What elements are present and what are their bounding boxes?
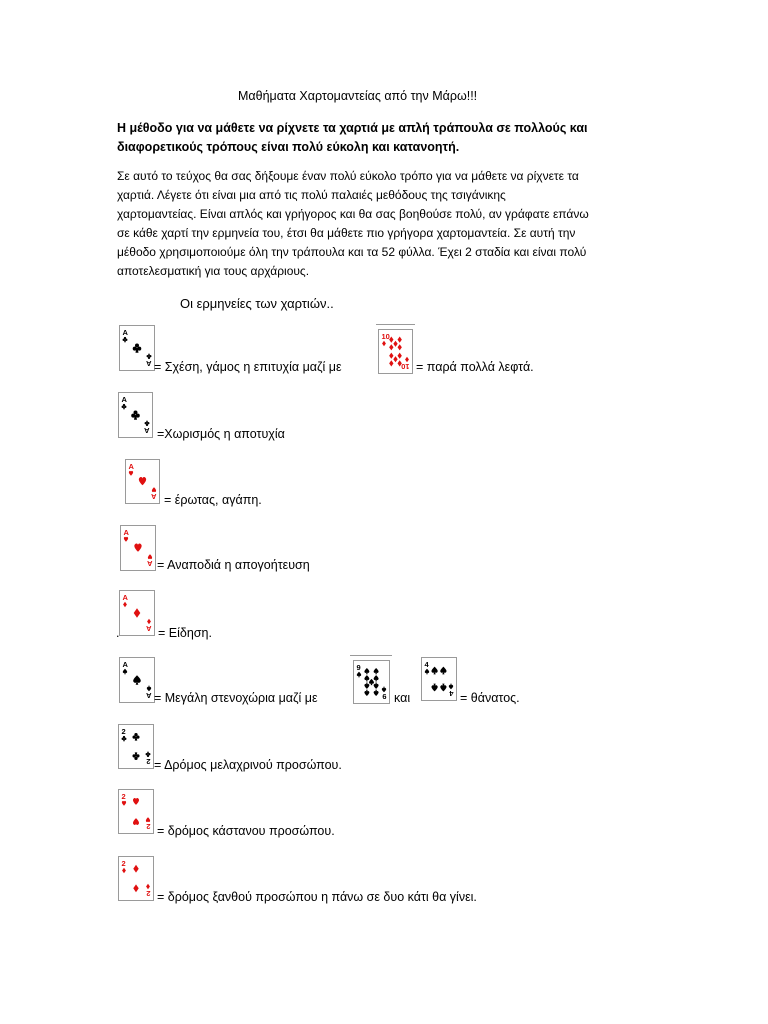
club-icon <box>147 354 152 359</box>
two-of-clubs-card <box>118 724 154 769</box>
card-rank-label: A <box>147 559 153 568</box>
club-pip-icon <box>132 733 139 741</box>
spade-icon <box>147 686 151 692</box>
diamond-pip-icon <box>393 341 397 347</box>
spade-pip-icon <box>374 690 379 696</box>
entry-text: = Μεγάλη στενοχώρια μαζί με <box>154 691 318 705</box>
card-top-rule <box>350 655 392 656</box>
card-rank-label: 10 <box>381 332 390 341</box>
spade-icon <box>449 684 453 690</box>
spade-pip-icon <box>364 668 369 674</box>
ace-of-clubs-card-face <box>120 326 154 370</box>
intro-line: αποτελεσματική για τους αρχάριους. <box>117 264 310 278</box>
entry-text: = Αναποδιά η απογοήτευση <box>157 558 310 572</box>
spade-icon <box>382 687 386 693</box>
heart-icon <box>152 487 156 492</box>
diamond-pip-icon <box>398 353 402 359</box>
two-of-diamonds-card-face <box>119 857 153 900</box>
heart-icon <box>122 801 126 806</box>
card-rank-label: 2 <box>146 889 151 898</box>
card-rank-label: A <box>146 624 152 633</box>
document-title: Μαθήματα Χαρτομαντείας από την Μάρω!!! <box>238 89 478 103</box>
two-of-clubs-card-face <box>119 725 153 768</box>
card-rank-label: 4 <box>449 689 454 698</box>
diamond-pip-icon <box>398 337 402 343</box>
heart-icon <box>146 817 150 822</box>
club-pip-icon <box>132 752 139 760</box>
spade-pip-icon <box>374 683 379 689</box>
ten-of-diamonds-card <box>378 329 413 374</box>
diamond-pip-icon <box>398 344 402 350</box>
diamond-icon <box>405 357 409 363</box>
card-rank-label: 9 <box>382 692 387 701</box>
card-rank-label: A <box>128 462 134 471</box>
heart-icon <box>124 537 128 542</box>
spade-icon <box>425 669 429 675</box>
club-pip-icon <box>133 344 142 353</box>
diamond-pip-icon <box>389 344 393 350</box>
card-rank-label: 2 <box>146 757 151 766</box>
ace-of-hearts-card <box>125 459 160 504</box>
intro-line: χαρτιά. Λέγετε ότι είναι μια από τις πολύ παλαιές μεθόδους της τσιγάνικης <box>117 188 506 202</box>
diamond-icon <box>147 619 151 625</box>
diamond-pip-icon <box>134 608 141 618</box>
card-rank-label: A <box>151 492 157 501</box>
entry-text: = δρόμος ξανθού προσώπου η πάνω σε δυο κάτι θα γίνει. <box>157 890 477 904</box>
heart-icon <box>129 471 133 476</box>
diamond-icon <box>382 341 386 347</box>
card-rank-label: 2 <box>121 792 126 801</box>
card-rank-label: A <box>146 359 152 368</box>
ace-of-clubs-reversed-card <box>118 392 153 438</box>
card-rank-label: A <box>121 395 127 404</box>
spade-pip-icon <box>374 668 379 674</box>
diamond-icon <box>122 868 126 874</box>
card-rank-label: A <box>122 328 128 337</box>
diamond-pip-icon <box>389 353 393 359</box>
ace-of-diamonds-card <box>119 590 155 636</box>
ten-of-diamonds-card-face <box>379 330 412 373</box>
entry-text: = θάνατος. <box>460 691 520 705</box>
diamond-icon <box>146 884 150 890</box>
card-rank-label: A <box>146 691 152 700</box>
ace-of-spades-card-face <box>120 658 154 702</box>
intro-line: χαρτομαντείας. Είναι απλός και γρήγορος και θα σας βοηθούσε πολύ, αν γράφατε επάνω <box>117 207 589 221</box>
entry-text: = δρόμος κάστανου προσώπου. <box>157 824 335 838</box>
ace-of-hearts-card-face <box>126 460 159 503</box>
two-of-hearts-card-face <box>119 790 153 833</box>
card-rank-label: 9 <box>356 663 361 672</box>
ace-of-spades-card <box>119 657 155 703</box>
nine-of-spades-card-face <box>354 661 389 703</box>
ace-of-clubs-reversed-card-face <box>119 393 152 437</box>
entry-text: = Είδηση. <box>158 626 212 640</box>
spade-pip-icon <box>369 679 374 685</box>
card-rank-label: A <box>122 593 128 602</box>
heart-pip-icon <box>133 798 139 805</box>
spade-pip-icon <box>374 675 379 681</box>
spade-pip-icon <box>364 675 369 681</box>
two-of-diamonds-card <box>118 856 154 901</box>
intro-bold-paragraph: Η μέθοδο για να μάθετε να ρίχνετε τα χαρτιά με απλή τράπουλα σε πολλούς και διαφορετικούς τρόπους είναι πολύ εύκολη και κατανοητή. <box>117 121 588 154</box>
heart-pip-icon <box>139 477 146 485</box>
entry-text: = Σχέση, γάμος η επιτυχία μαζί με <box>154 360 342 374</box>
ace-of-diamonds-card-face <box>120 591 154 635</box>
ace-of-hearts-reversed-card-face <box>121 526 155 570</box>
spade-pip-icon <box>133 675 141 685</box>
diamond-pip-icon <box>133 884 138 892</box>
entry-text: =Χωρισμός η αποτυχία <box>157 427 285 441</box>
intro-line: Σε αυτό το τεύχος θα σας δήξουμε έναν πολύ εύκολο τρόπο για να μάθετε να ρίχνετε τα <box>117 169 579 183</box>
heart-pip-icon <box>134 544 141 552</box>
section-subheading: Οι ερμηνείες των χαρτιών.. <box>180 296 334 311</box>
entry-text: και <box>394 691 411 705</box>
two-of-hearts-card <box>118 789 154 834</box>
club-icon <box>122 736 127 741</box>
card-rank-label: 2 <box>121 859 126 868</box>
spade-pip-icon <box>364 683 369 689</box>
spade-icon <box>357 672 361 678</box>
entry-text: = Δρόμος μελαχρινού προσώπου. <box>154 758 342 772</box>
spade-pip-icon <box>431 667 437 675</box>
card-rank-label: A <box>122 660 128 669</box>
card-rank-label: 10 <box>401 362 410 371</box>
spade-pip-icon <box>364 690 369 696</box>
entry-text: = παρά πολλά λεφτά. <box>416 360 534 374</box>
spade-icon <box>123 669 127 675</box>
diamond-icon <box>123 602 127 608</box>
heart-icon <box>148 554 152 559</box>
card-rank-label: 4 <box>424 660 429 669</box>
diamond-pip-icon <box>133 865 138 873</box>
spade-pip-icon <box>440 684 446 692</box>
card-rank-label: A <box>144 426 150 435</box>
diamond-pip-icon <box>393 356 397 362</box>
club-icon <box>123 337 128 342</box>
ace-of-clubs-card <box>119 325 155 371</box>
club-icon <box>145 421 150 426</box>
entry-text: = έρωτας, αγάπη. <box>164 493 262 507</box>
ace-of-hearts-reversed-card <box>120 525 156 571</box>
spade-pip-icon <box>440 667 446 675</box>
heart-pip-icon <box>133 818 139 825</box>
card-top-rule <box>376 324 415 325</box>
four-of-spades-card-face <box>422 658 456 700</box>
four-of-spades-card <box>421 657 457 701</box>
spade-pip-icon <box>431 684 437 692</box>
card-rank-label: 2 <box>121 727 126 736</box>
club-icon <box>122 404 127 409</box>
club-pip-icon <box>131 411 140 420</box>
entry-prefix: . <box>116 626 120 640</box>
diamond-pip-icon <box>389 360 393 366</box>
nine-of-spades-card <box>353 660 390 704</box>
card-rank-label: 2 <box>146 822 151 831</box>
intro-line: μέθοδο χρησιμοποιούμε όλη την τράπουλα και τα 52 φύλλα. Έχει 2 σταδία και είναι πολύ <box>117 245 587 259</box>
intro-line: σε κάθε χαρτί την ερμηνεία του, έτσι θα μάθετε πιο γρήγορα χαρτομαντεία. Σε αυτή την <box>117 226 576 240</box>
card-rank-label: A <box>123 528 129 537</box>
club-icon <box>146 752 151 757</box>
